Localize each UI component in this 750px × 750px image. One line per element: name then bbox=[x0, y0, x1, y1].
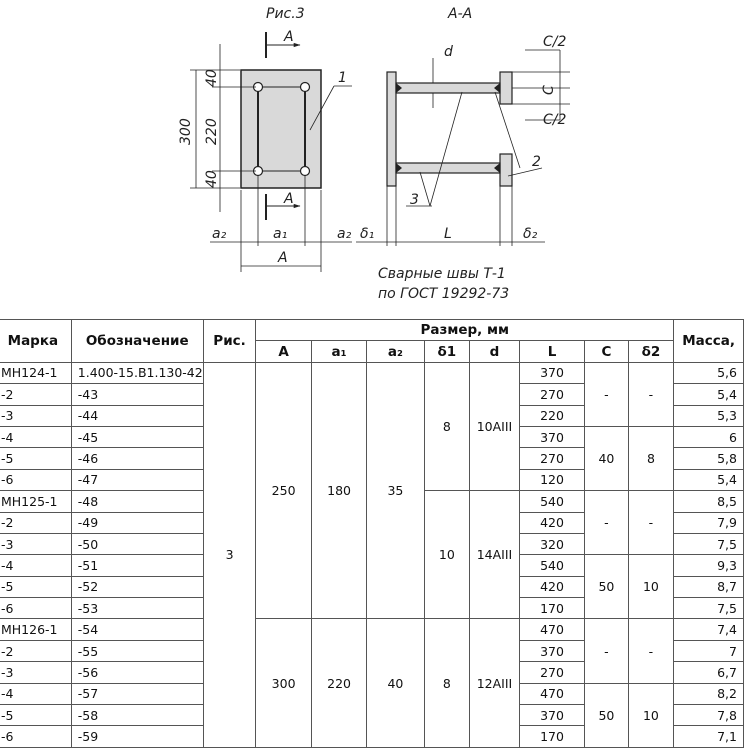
cell-designation: 1.400-15.В1.130-42 bbox=[71, 362, 203, 383]
technical-drawing bbox=[0, 0, 750, 320]
header-size: Размер, мм bbox=[256, 320, 674, 341]
cell-L: 220 bbox=[519, 405, 584, 426]
header-mark: Марка bbox=[0, 320, 71, 363]
cell-designation: -45 bbox=[71, 426, 203, 447]
callout-1: 1 bbox=[338, 70, 347, 86]
cell-mark: -5 bbox=[0, 705, 71, 726]
cell-mass: 7,8 bbox=[674, 705, 744, 726]
cell-designation: -56 bbox=[71, 662, 203, 683]
cell-designation: -50 bbox=[71, 533, 203, 554]
cell-mark: -5 bbox=[0, 576, 71, 597]
spec-table bbox=[0, 319, 744, 748]
cell-L: 420 bbox=[519, 512, 584, 533]
cell-L: 120 bbox=[519, 469, 584, 490]
cell-L: 170 bbox=[519, 726, 584, 747]
header-A: А bbox=[256, 341, 311, 362]
cell-mark: -2 bbox=[0, 640, 71, 661]
cell-mark: -4 bbox=[0, 683, 71, 704]
weld-note-line1: Сварные швы Т-1 bbox=[378, 266, 506, 282]
header-L: L bbox=[519, 341, 584, 362]
table-row bbox=[0, 362, 744, 383]
cell-L: 370 bbox=[519, 362, 584, 383]
cell-mass: 5,4 bbox=[674, 469, 744, 490]
cell-delta2: 8 bbox=[628, 426, 674, 490]
header-delta1: δ1 bbox=[424, 341, 470, 362]
cell-L: 370 bbox=[519, 705, 584, 726]
dim-d: d bbox=[444, 44, 453, 60]
cell-mass: 5,6 bbox=[674, 362, 744, 383]
cell-L: 540 bbox=[519, 491, 584, 512]
dim-C-half-top: С/2 bbox=[543, 34, 567, 50]
hole-marker bbox=[301, 167, 310, 176]
cell-L: 370 bbox=[519, 426, 584, 447]
cell-delta2: 10 bbox=[628, 555, 674, 619]
dim-a2-left: а₂ bbox=[212, 226, 227, 242]
hole-marker bbox=[301, 83, 310, 92]
dim-top-40: 40 bbox=[204, 69, 220, 87]
cell-designation: -51 bbox=[71, 555, 203, 576]
cell-mark: -4 bbox=[0, 426, 71, 447]
cell-L: 270 bbox=[519, 384, 584, 405]
cell-mass: 7,9 bbox=[674, 512, 744, 533]
section-cut-top bbox=[266, 29, 300, 58]
table-row bbox=[0, 619, 744, 640]
cell-mark: -5 bbox=[0, 448, 71, 469]
cell-designation: -58 bbox=[71, 705, 203, 726]
cell-designation: -49 bbox=[71, 512, 203, 533]
cell-designation: -54 bbox=[71, 619, 203, 640]
cell-mark: -3 bbox=[0, 533, 71, 554]
cell-mass: 8,2 bbox=[674, 683, 744, 704]
cell-d: 10АIII bbox=[470, 362, 520, 490]
cell-delta2: - bbox=[628, 362, 674, 426]
cell-mark: МН126-1 bbox=[0, 619, 71, 640]
cell-L: 470 bbox=[519, 619, 584, 640]
dim-a2-right: а₂ bbox=[337, 226, 352, 242]
cell-delta1: 8 bbox=[424, 362, 470, 490]
section-view bbox=[387, 72, 512, 186]
cell-A: 250 bbox=[256, 362, 311, 619]
cell-mark: МН124-1 bbox=[0, 362, 71, 383]
cell-delta2: - bbox=[628, 619, 674, 683]
cell-mass: 7 bbox=[674, 640, 744, 661]
section-label: А-А bbox=[448, 6, 473, 22]
cell-designation: -46 bbox=[71, 448, 203, 469]
cell-C: - bbox=[585, 491, 629, 555]
cell-A: 300 bbox=[256, 619, 311, 747]
cell-designation: -48 bbox=[71, 491, 203, 512]
cell-designation: -59 bbox=[71, 726, 203, 747]
cell-delta1: 10 bbox=[424, 491, 470, 619]
cell-d: 12АIII bbox=[470, 619, 520, 747]
cell-C: 40 bbox=[585, 426, 629, 490]
cell-fig: 3 bbox=[203, 362, 256, 747]
dim-total-300: 300 bbox=[178, 118, 194, 145]
dim-L: L bbox=[444, 226, 452, 242]
cell-a2: 40 bbox=[367, 619, 424, 747]
dim-delta1: δ₁ bbox=[360, 226, 375, 242]
cell-C: - bbox=[585, 619, 629, 683]
cell-mass: 7,5 bbox=[674, 533, 744, 554]
cell-a1: 180 bbox=[311, 362, 366, 619]
cell-mark: -3 bbox=[0, 405, 71, 426]
cell-L: 320 bbox=[519, 533, 584, 554]
cell-delta2: - bbox=[628, 491, 674, 555]
cell-designation: -55 bbox=[71, 640, 203, 661]
cell-designation: -52 bbox=[71, 576, 203, 597]
cell-delta1: 8 bbox=[424, 619, 470, 747]
header-delta2: δ2 bbox=[628, 341, 674, 362]
cell-designation: -43 bbox=[71, 384, 203, 405]
cell-mass: 8,7 bbox=[674, 576, 744, 597]
cell-designation: -53 bbox=[71, 598, 203, 619]
cell-mark: -2 bbox=[0, 384, 71, 405]
cell-mass: 5,3 bbox=[674, 405, 744, 426]
dim-bottom-40: 40 bbox=[204, 170, 220, 188]
cell-designation: -47 bbox=[71, 469, 203, 490]
cell-mark: -6 bbox=[0, 598, 71, 619]
cell-L: 420 bbox=[519, 576, 584, 597]
callout-3: 3 bbox=[410, 192, 419, 208]
cell-designation: -44 bbox=[71, 405, 203, 426]
weld-note-line2: по ГОСТ 19292-73 bbox=[378, 286, 510, 302]
header-mass: Масса, bbox=[674, 320, 744, 363]
cell-designation: -57 bbox=[71, 683, 203, 704]
header-row-1 bbox=[0, 320, 744, 341]
dim-C: С bbox=[541, 85, 557, 95]
callout-2: 2 bbox=[532, 154, 541, 170]
dim-A: А bbox=[278, 250, 288, 266]
header-d: d bbox=[470, 341, 520, 362]
header-fig: Рис. bbox=[203, 320, 256, 363]
figure-label: Рис.3 bbox=[266, 6, 305, 22]
cell-L: 170 bbox=[519, 598, 584, 619]
dim-C-half-bottom: С/2 bbox=[543, 112, 567, 128]
cell-delta2: 10 bbox=[628, 683, 674, 747]
cell-L: 370 bbox=[519, 640, 584, 661]
cell-mass: 7,5 bbox=[674, 598, 744, 619]
svg-text:А: А bbox=[284, 191, 294, 207]
cell-mass: 8,5 bbox=[674, 491, 744, 512]
cell-a2: 35 bbox=[367, 362, 424, 619]
dim-delta2: δ₂ bbox=[523, 226, 538, 242]
cell-L: 270 bbox=[519, 448, 584, 469]
svg-text:А: А bbox=[284, 29, 294, 45]
cell-mark: -6 bbox=[0, 726, 71, 747]
section-cut-bottom bbox=[266, 191, 300, 220]
cell-a1: 220 bbox=[311, 619, 366, 747]
cell-mass: 7,1 bbox=[674, 726, 744, 747]
cell-mass: 6,7 bbox=[674, 662, 744, 683]
header-a2: а₂ bbox=[367, 341, 424, 362]
cell-d: 14АIII bbox=[470, 491, 520, 619]
cell-mass: 9,3 bbox=[674, 555, 744, 576]
cell-mass: 5,4 bbox=[674, 384, 744, 405]
cell-L: 470 bbox=[519, 683, 584, 704]
cell-C: 50 bbox=[585, 683, 629, 747]
cell-L: 540 bbox=[519, 555, 584, 576]
header-C: С bbox=[585, 341, 629, 362]
header-designation: Обозначение bbox=[71, 320, 203, 363]
dim-mid-220: 220 bbox=[204, 118, 220, 145]
cell-C: 50 bbox=[585, 555, 629, 619]
cell-mass: 5,8 bbox=[674, 448, 744, 469]
cell-L: 270 bbox=[519, 662, 584, 683]
cell-mass: 7,4 bbox=[674, 619, 744, 640]
cell-mark: -6 bbox=[0, 469, 71, 490]
cell-mark: -2 bbox=[0, 512, 71, 533]
cell-mark: -3 bbox=[0, 662, 71, 683]
header-a1: а₁ bbox=[311, 341, 366, 362]
dim-a1: а₁ bbox=[273, 226, 288, 242]
cell-C: - bbox=[585, 362, 629, 426]
cell-mark: -4 bbox=[0, 555, 71, 576]
cell-mark: МН125-1 bbox=[0, 491, 71, 512]
cell-mass: 6 bbox=[674, 426, 744, 447]
plate-front-view bbox=[241, 70, 321, 188]
